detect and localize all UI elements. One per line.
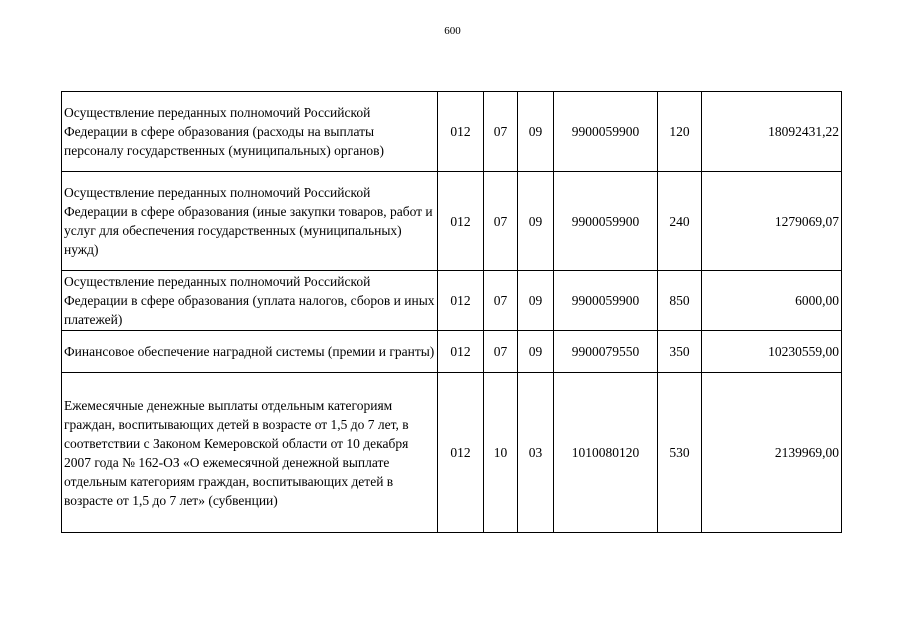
row-csr-code: 9900059900 <box>554 92 658 172</box>
row-rz-code: 07 <box>484 331 518 373</box>
table-row <box>62 271 842 331</box>
row-pr-code: 09 <box>518 271 554 331</box>
row-vr-code: 120 <box>658 92 702 172</box>
row-rz-code: 10 <box>484 373 518 533</box>
row-pr-code: 09 <box>518 172 554 271</box>
row-description: Осуществление переданных полномочий Российской Федерации в сфере образования (иные закупки товаров, работ и услуг для обеспечения государственных (муниципальных) нужд) <box>62 172 438 271</box>
row-gr-code: 012 <box>438 92 484 172</box>
row-pr-code: 09 <box>518 331 554 373</box>
table-row <box>62 331 842 373</box>
row-amount: 6000,00 <box>702 271 842 331</box>
row-vr-code: 240 <box>658 172 702 271</box>
row-rz-code: 07 <box>484 172 518 271</box>
budget-table <box>61 91 842 533</box>
row-rz-code: 07 <box>484 92 518 172</box>
row-description: Ежемесячные денежные выплаты отдельным категориям граждан, воспитывающих детей в возрасте от 1,5 до 7 лет, в соответствии с Законом Кемеровской области от 10 декабря 2007 года № 162-ОЗ «О ежемесячной денежной выплате отдельным категориям граждан, воспитывающих детей в возрасте от 1,5 до 7 лет» (субвенции) <box>62 373 438 533</box>
row-amount: 1279069,07 <box>702 172 842 271</box>
row-rz-code: 07 <box>484 271 518 331</box>
row-csr-code: 9900059900 <box>554 271 658 331</box>
row-gr-code: 012 <box>438 271 484 331</box>
row-description: Осуществление переданных полномочий Российской Федерации в сфере образования (уплата налогов, сборов и иных платежей) <box>62 271 438 331</box>
row-csr-code: 1010080120 <box>554 373 658 533</box>
row-gr-code: 012 <box>438 331 484 373</box>
row-vr-code: 530 <box>658 373 702 533</box>
row-vr-code: 850 <box>658 271 702 331</box>
row-pr-code: 09 <box>518 92 554 172</box>
table-row <box>62 92 842 172</box>
row-vr-code: 350 <box>658 331 702 373</box>
row-amount: 10230559,00 <box>702 331 842 373</box>
row-gr-code: 012 <box>438 172 484 271</box>
table-row <box>62 172 842 271</box>
row-pr-code: 03 <box>518 373 554 533</box>
row-csr-code: 9900059900 <box>554 172 658 271</box>
row-description: Финансовое обеспечение наградной системы (премии и гранты) <box>62 331 438 373</box>
row-amount: 18092431,22 <box>702 92 842 172</box>
row-csr-code: 9900079550 <box>554 331 658 373</box>
table-row <box>62 373 842 533</box>
row-description: Осуществление переданных полномочий Российской Федерации в сфере образования (расходы на выплаты персоналу государственных (муниципальных) органов) <box>62 92 438 172</box>
row-amount: 2139969,00 <box>702 373 842 533</box>
row-gr-code: 012 <box>438 373 484 533</box>
page-number: 600 <box>444 25 461 37</box>
